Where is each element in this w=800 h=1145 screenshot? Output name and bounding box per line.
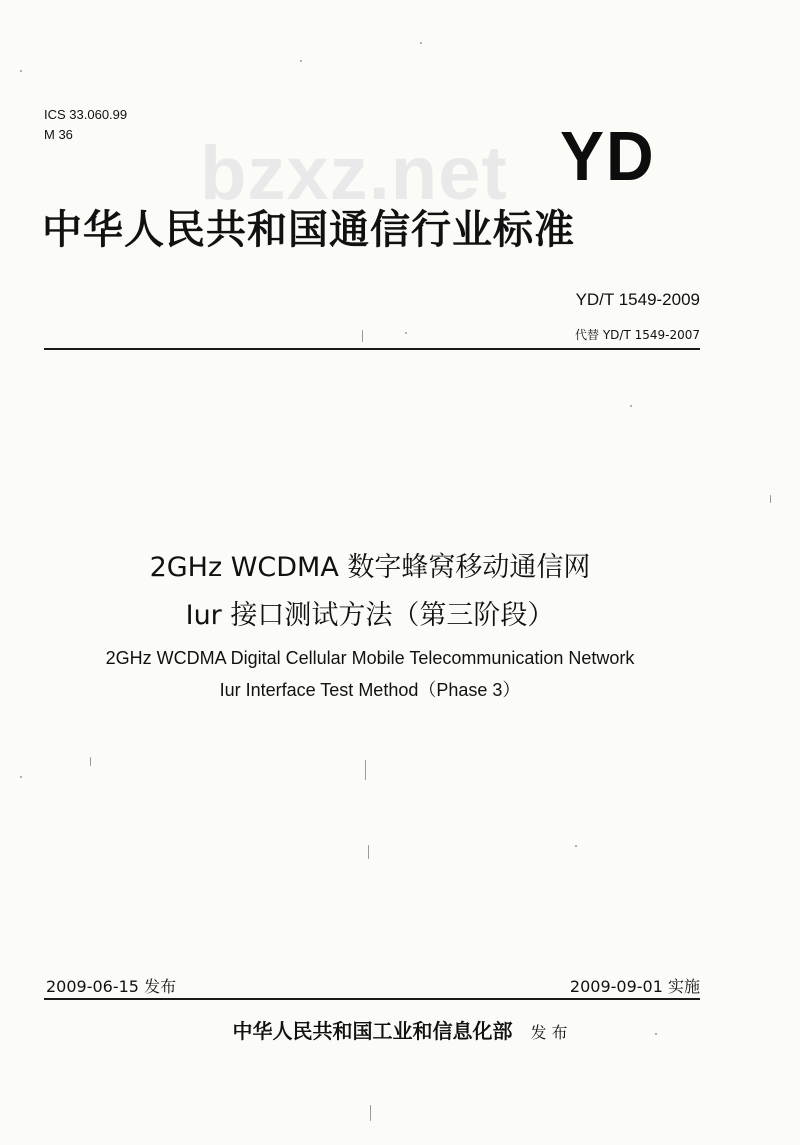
title-en-line2: Iur Interface Test Method（Phase 3）	[219, 680, 521, 700]
publish-date: 2009-06-15 发布	[46, 977, 177, 996]
ics-classification	[44, 105, 127, 145]
yd-logo: YD	[560, 117, 656, 195]
scan-speck	[20, 776, 22, 778]
scan-speck	[20, 70, 22, 72]
scan-speck	[655, 1033, 657, 1035]
category-code: M 36	[44, 127, 73, 142]
scan-speck	[365, 760, 366, 780]
scan-speck	[300, 60, 302, 62]
title-cn-line2: Iur 接口测试方法（第三阶段）	[185, 600, 555, 631]
footer-divider	[44, 998, 700, 1000]
implement-date: 2009-09-01 实施	[569, 977, 700, 996]
watermark: bzxz.net	[200, 131, 508, 216]
replaces-note: 代替 YD/T 1549-2007	[575, 328, 700, 342]
title-cn-line1: 2GHz WCDMA 数字蜂窝移动通信网	[149, 552, 591, 583]
issuer-name: 中华人民共和国工业和信息化部	[232, 1019, 513, 1043]
title-en-line1: 2GHz WCDMA Digital Cellular Mobile Telecommunication Network	[105, 648, 635, 668]
header-divider	[44, 348, 700, 350]
ics-code: ICS 33.060.99	[44, 107, 128, 122]
scan-speck	[370, 1105, 371, 1121]
standard-category-title: 中华人民共和国通信行业标准	[42, 207, 575, 253]
scan-speck	[368, 845, 369, 859]
scan-speck	[90, 757, 91, 766]
scan-speck	[575, 845, 577, 847]
scan-speck	[770, 495, 771, 503]
scan-speck	[405, 332, 407, 334]
issuing-authority	[0, 1015, 800, 1044]
scan-speck	[362, 330, 363, 342]
issuer-suffix: 发 布	[530, 1023, 568, 1042]
standard-code: YD/T 1549-2009	[575, 290, 700, 309]
scan-speck	[420, 42, 422, 44]
scan-speck	[630, 405, 632, 407]
